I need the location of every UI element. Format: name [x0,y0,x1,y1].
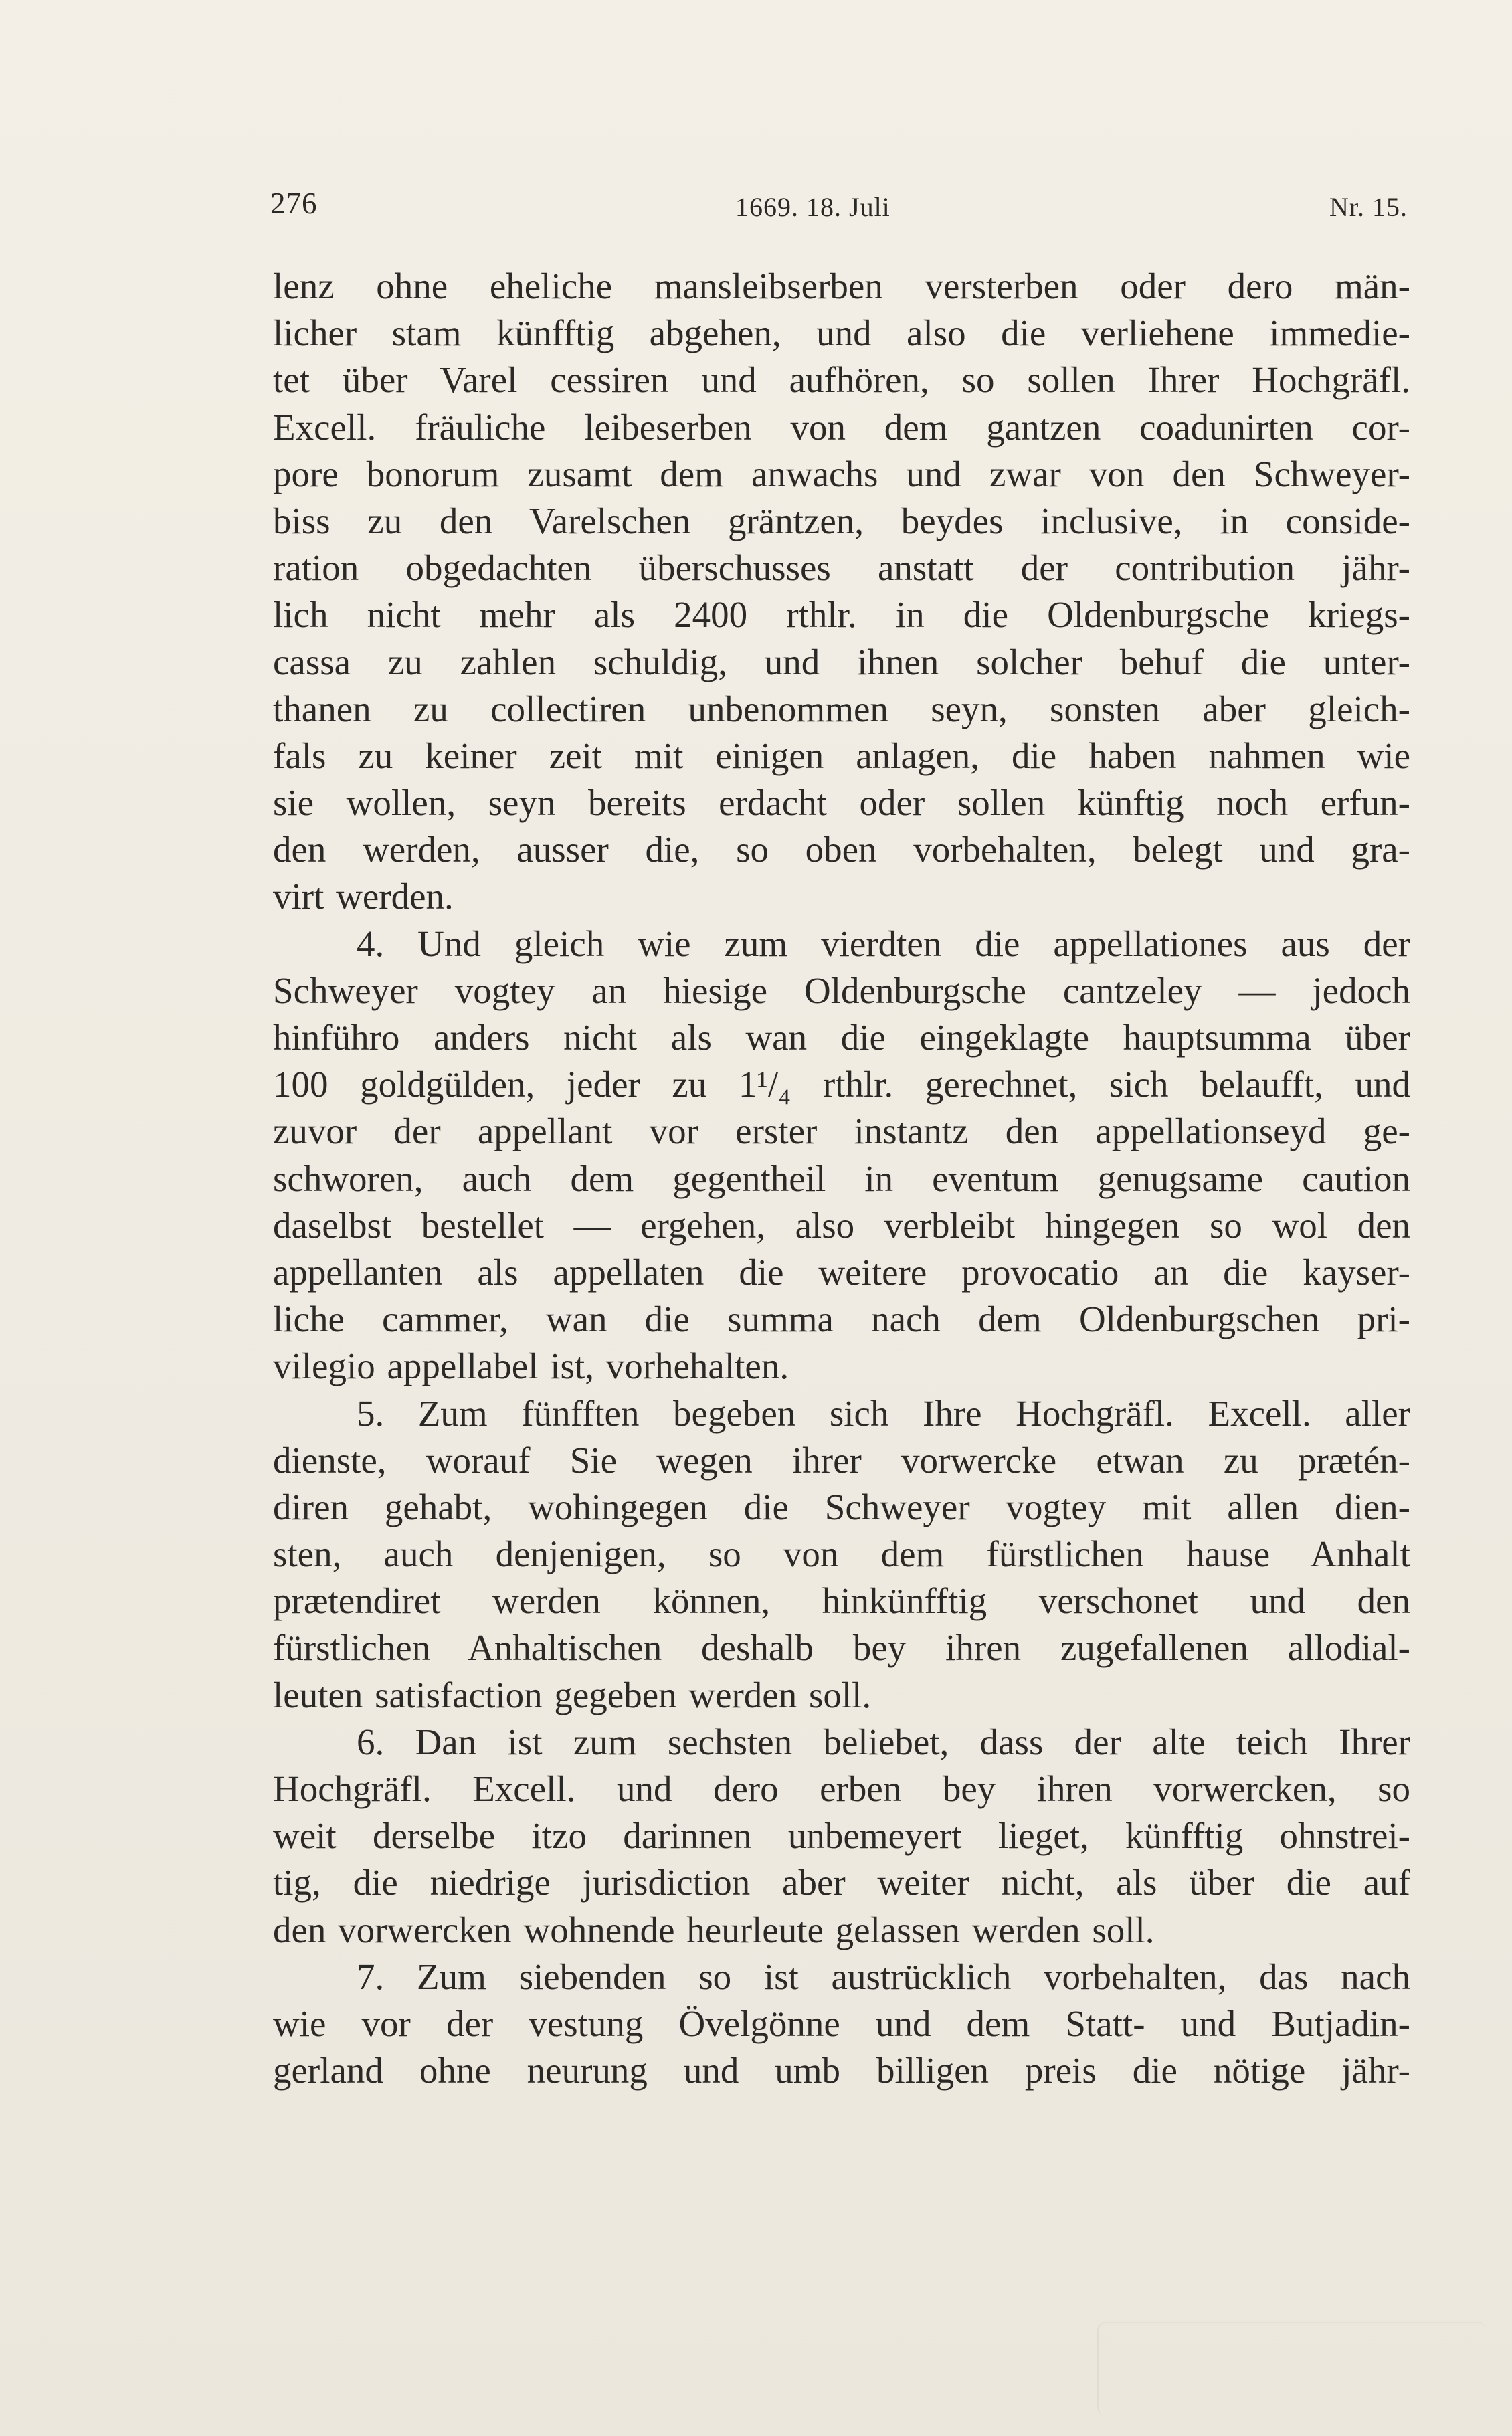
text-line: den vorwercken wohnende heurleute gelassen werden soll. [273,1909,1155,1950]
text-line: gerland ohne neurung und umb billigen preis die nötige jähr- [273,2050,1410,2091]
text-line: sten, auch denjenigen, so von dem fürstlichen hause Anhalt [273,1533,1410,1575]
text-line: prætendiret werden können, hinkünfftig verschonet und den [273,1580,1410,1622]
text-line: vilegio appellabel ist, vorhehalten. [273,1345,789,1387]
text-line: fürstlichen Anhaltischen deshalb bey ihren zugefallenen allodial- [273,1627,1410,1669]
text-line: virt werden. [273,876,454,917]
text-line: wie vor der vestung Övelgönne und dem Statt- und Butjadin- [273,2002,1410,2044]
text-line: dienste, worauf Sie wegen ihrer vorwercke etwan zu prætén- [273,1439,1410,1481]
text-line: tig, die niedrige jurisdiction aber weiter nicht, als über die auf [273,1862,1410,1903]
paragraph-4-start: 4. Und gleich wie zum vierdten die appellationes aus der [357,923,1410,964]
text-line: hinführo anders nicht als wan die eingeklagte hauptsumma über [273,1017,1410,1058]
text-line: weit derselbe itzo darinnen unbemeyert lieget, künfftig ohnstrei- [273,1815,1410,1857]
text-line: liche cammer, wan die summa nach dem Oldenburgschen pri- [273,1299,1410,1340]
text-line: diren gehabt, wohingegen die Schweyer vogtey mit allen dien- [273,1486,1410,1527]
paper-stain [1097,2322,1487,2417]
text-line: biss zu den Varelschen gräntzen, beydes inclusive, in conside- [273,500,1410,541]
text-line: ration obgedachten überschusses anstatt der contribution jähr- [273,547,1410,589]
text-line: cassa zu zahlen schuldig, und ihnen solcher behuf die unter- [273,641,1410,682]
text-line: schworen, auch dem gegentheil in eventum genugsame caution [273,1157,1410,1199]
text-line: fals zu keiner zeit mit einigen anlagen, die haben nahmen wie [273,735,1410,776]
page-header [270,186,1408,240]
text-line: Hochgräfl. Excell. und dero erben bey ihren vorwercken, so [273,1768,1410,1809]
text-line: tet über Varel cessiren und aufhören, so sollen Ihrer Hochgräfl. [273,359,1410,401]
paragraph-6-start: 6. Dan ist zum sechsten beliebet, dass der alte teich Ihrer [357,1721,1410,1762]
text-line: daselbst bestellet — ergehen, also verbleibt hingegen so wol den [273,1204,1410,1246]
paragraph-7-start: 7. Zum siebenden so ist austrücklich vorbehalten, das nach [357,1956,1410,1997]
text-line: lich nicht mehr als 2400 rthlr. in die Oldenburgsche kriegs- [273,594,1410,636]
text-line: appellanten als appellaten die weitere provocatio an die kayser- [273,1251,1410,1293]
text-line: sie wollen, seyn bereits erdacht oder sollen künftig noch erfun- [273,782,1410,824]
document-number: Nr. 15. [1329,192,1408,222]
text-line: zuvor der appellant vor erster instantz den appellationseyd ge- [273,1111,1410,1152]
text-line: Excell. fräuliche leibeserben von dem gantzen coadunirten cor- [273,406,1410,448]
paragraph-5-start: 5. Zum fünfften begeben sich Ihre Hochgräfl. Excell. aller [357,1392,1410,1434]
text-line: leuten satisfaction gegeben werden soll. [273,1674,872,1715]
text-line: licher stam künfftig abgehen, und also die verliehene immedie- [273,312,1410,354]
text-line: 100 goldgülden, jeder zu 1¹/₄ rthlr. gerechnet, sich belaufft, und [273,1064,1410,1105]
header-date: 1669. 18. Juli [735,192,890,222]
page-number: 276 [270,187,318,220]
text-line: thanen zu collectiren unbenommen seyn, sonsten aber gleich- [273,688,1410,729]
text-line: lenz ohne eheliche mansleibserben versterben oder dero män- [273,266,1410,306]
text-line: pore bonorum zusamt dem anwachs und zwar von den Schweyer- [273,453,1410,494]
text-line: den werden, ausser die, so oben vorbehalten, belegt und gra- [273,829,1410,870]
text-line: Schweyer vogtey an hiesige Oldenburgsche cantzeley — jedoch [273,969,1410,1011]
body-text [273,263,1410,2094]
